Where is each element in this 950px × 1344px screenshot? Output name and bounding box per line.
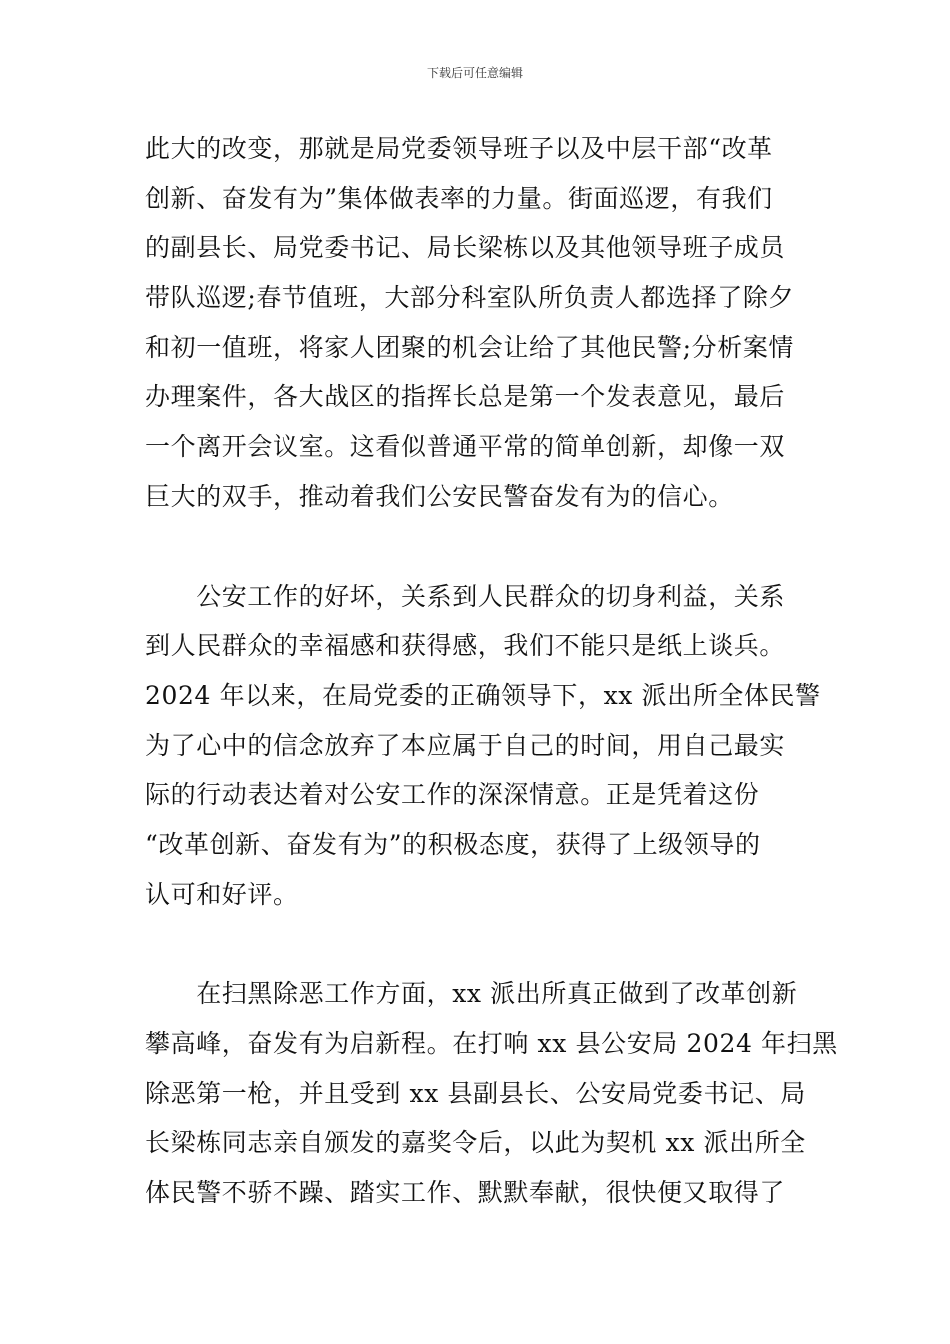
page-header: 下载后可任意编辑 — [426, 66, 523, 80]
paragraph-2 — [145, 572, 821, 920]
text-line: 际的行动表达着对公安工作的深深情意。正是凭着这份 — [145, 780, 760, 810]
text-line: 和初一值班，将家人团聚的机会让给了其他民警;分析案情 — [145, 332, 795, 362]
paragraph-spacer — [145, 522, 815, 572]
text-line: 除恶第一枪，并且受到 xx 县副县长、公安局党委书记、局 — [145, 1078, 806, 1108]
paragraph-spacer — [145, 919, 815, 969]
text-line: 体民警不骄不躁、踏实工作、默默奉献，很快便又取得了 — [145, 1178, 786, 1208]
text-line: 办理案件，各大战区的指挥长总是第一个发表意见，最后 — [145, 382, 786, 412]
text-line: 公安工作的好坏，关系到人民群众的切身利益，关系 — [145, 581, 786, 611]
document-body — [145, 124, 838, 1218]
text-line: 为了心中的信念放弃了本应属于自己的时间，用自己最实 — [145, 730, 786, 760]
text-line: 带队巡逻;春节值班，大部分科室队所负责人都选择了除夕 — [145, 283, 795, 313]
paragraph-1 — [145, 124, 815, 522]
text-line: 巨大的双手，推动着我们公安民警奋发有为的信心。 — [145, 481, 734, 511]
text-line: 长梁栋同志亲自颁发的嘉奖令后，以此为契机 xx 派出所全 — [145, 1128, 806, 1158]
text-line: 到人民群众的幸福感和获得感，我们不能只是纸上谈兵。 — [145, 631, 786, 661]
text-line: 在扫黑除恶工作方面，xx 派出所真正做到了改革创新 — [145, 979, 798, 1009]
text-line: 的副县长、局党委书记、局长梁栋以及其他领导班子成员 — [145, 233, 786, 263]
text-line: “改革创新、奋发有为”的积极态度，获得了上级领导的 — [145, 829, 761, 859]
paragraph-3 — [145, 969, 838, 1217]
text-line: 一个离开会议室。这看似普通平常的简单创新，却像一双 — [145, 432, 786, 462]
text-line: 创新、奋发有为”集体做表率的力量。街面巡逻，有我们 — [145, 183, 773, 213]
text-line: 2024 年以来，在局党委的正确领导下，xx 派出所全体民警 — [145, 680, 821, 710]
text-line: 此大的改变，那就是局党委领导班子以及中层干部“改革 — [145, 134, 773, 163]
text-line: 认可和好评。 — [145, 879, 299, 909]
text-line: 攀高峰，奋发有为启新程。在打响 xx 县公安局 2024 年扫黑 — [145, 1029, 838, 1058]
